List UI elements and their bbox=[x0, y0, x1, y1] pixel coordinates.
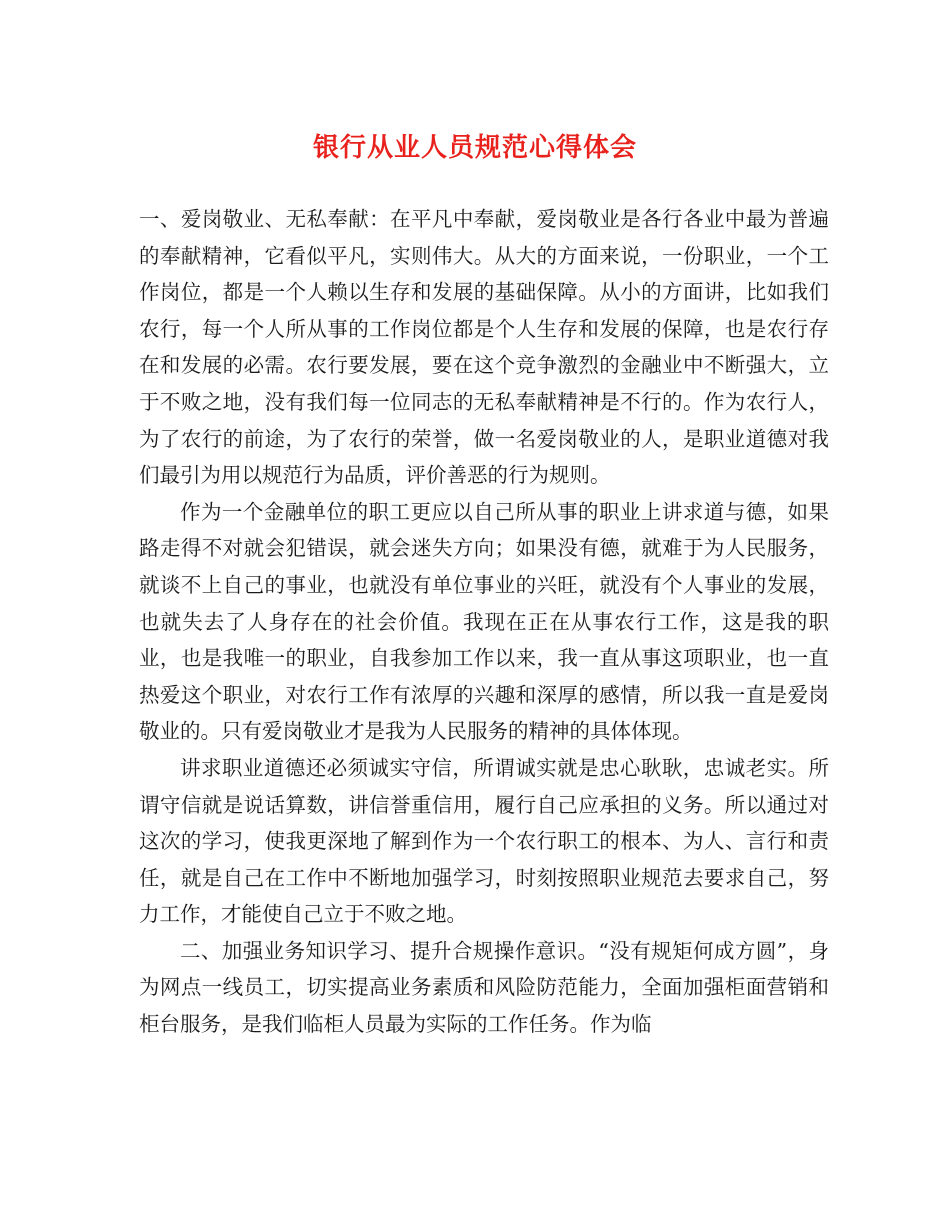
document-title: 银行从业人员规范心得体会 bbox=[312, 133, 637, 163]
document-body bbox=[139, 201, 829, 1043]
paragraph-3: 讲求职业道德还必须诚实守信，所谓诚实就是忠心耿耿，忠诚老实。所谓守信就是说话算数，讲信誉重信用，履行自己应承担的义务。所以通过对这次的学习，使我更深地了解到作为一个农行职工的根本、为人、言行和责任，就是自己在工作中不断地加强学习，时刻按照职业规范去要求自己，努力工作，才能使自己立于不败之地。 bbox=[139, 755, 829, 927]
paragraph-4: 二、加强业务知识学习、提升合规操作意识。“没有规矩何成方圆”，身为网点一线员工，切实提高业务素质和风险防范能力，全面加强柜面营销和柜台服务，是我们临柜人员最为实际的工作任务。作为临 bbox=[139, 938, 829, 1037]
paragraph-1: 一、爱岗敬业、无私奉献：在平凡中奉献，爱岗敬业是各行各业中最为普遍的奉献精神，它看似平凡，实则伟大。从大的方面来说，一份职业，一个工作岗位，都是一个人赖以生存和发展的基础保障。从小的方面讲，比如我们农行，每一个人所从事的工作岗位都是个人生存和发展的保障，也是农行存在和发展的必需。农行要发展，要在这个竞争激烈的金融业中不断强大，立于不败之地，没有我们每一位同志的无私奉献精神是不行的。作为农行人，为了农行的前途，为了农行的荣誉，做一名爱岗敬业的人，是职业道德对我们最引为用以规范行为品质，评价善恶的行为规则。 bbox=[139, 207, 829, 488]
paragraph-2: 作为一个金融单位的职工更应以自己所从事的职业上讲求道与德，如果路走得不对就会犯错误，就会迷失方向；如果没有德，就难于为人民服务，就谈不上自己的事业，也就没有单位事业的兴旺，就没有个人事业的发展，也就失去了人身存在的社会价值。我现在正在从事农行工作，这是我的职业，也是我唯一的职业，自我参加工作以来，我一直从事这项职业，也一直热爱这个职业，对农行工作有浓厚的兴趣和深厚的感情，所以我一直是爱岗敬业的。只有爱岗敬业才是我为人民服务的精神的具体体现。 bbox=[139, 499, 829, 744]
